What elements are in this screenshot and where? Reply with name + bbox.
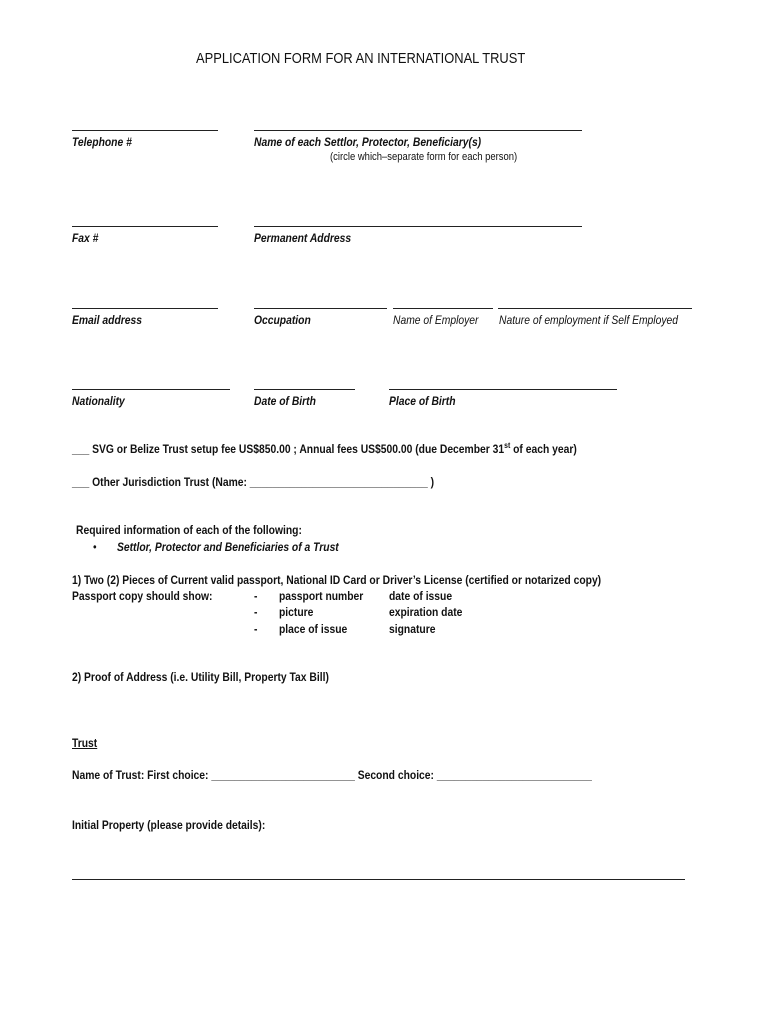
employer-line[interactable] [393, 308, 493, 309]
nationality-label: Nationality [72, 394, 125, 408]
dash-2: - [254, 605, 258, 619]
nature-label: Nature of employment if Self Employed [499, 313, 678, 327]
employer-label: Name of Employer [393, 313, 479, 327]
dob-label: Date of Birth [254, 394, 316, 408]
initial-property-line[interactable] [72, 879, 685, 880]
trust-heading: Trust [72, 736, 98, 750]
other-text: Other Jurisdiction Trust (Name: _______________________________ ) [92, 475, 435, 489]
picture: picture [279, 605, 314, 619]
names-note: (circle which–separate form for each person) [330, 151, 518, 163]
item-2: 2) Proof of Address (i.e. Utility Bill, Property Tax Bill) [72, 670, 329, 684]
address-line[interactable] [254, 226, 582, 227]
other-jurisdiction-option[interactable] [72, 475, 434, 489]
dash-1: - [254, 589, 258, 603]
address-label: Permanent Address [254, 231, 352, 245]
occupation-line[interactable] [254, 308, 387, 309]
signature: signature [389, 622, 436, 636]
passport-label: Passport copy should show: [72, 589, 213, 603]
nationality-line[interactable] [72, 389, 230, 390]
email-label: Email address [72, 313, 142, 327]
telephone-line[interactable] [72, 130, 218, 131]
dob-line[interactable] [254, 389, 355, 390]
fax-label: Fax # [72, 231, 99, 245]
svg-tail: of each year) [510, 442, 577, 456]
telephone-label: Telephone # [72, 135, 132, 149]
names-line[interactable] [254, 130, 582, 131]
bullet-text: Settlor, Protector and Beneficiaries of a Trust [117, 540, 339, 554]
date-of-issue: date of issue [389, 589, 453, 603]
bullet: • [93, 540, 97, 554]
dash-3: - [254, 622, 258, 636]
pob-line[interactable] [389, 389, 617, 390]
item-1: 1) Two (2) Pieces of Current valid passport, National ID Card or Driver’s License (certified or notarized copy) [72, 573, 602, 587]
nature-line[interactable] [498, 308, 692, 309]
other-blank[interactable]: ___ [72, 475, 90, 489]
passport-number: passport number [279, 589, 364, 603]
occupation-label: Occupation [254, 313, 311, 327]
expiration-date: expiration date [389, 605, 463, 619]
pob-label: Place of Birth [389, 394, 456, 408]
svg-sup: st [504, 441, 511, 450]
email-line[interactable] [72, 308, 218, 309]
initial-property-label: Initial Property (please provide details): [72, 818, 266, 832]
svg-belize-option[interactable] [72, 442, 577, 456]
fax-line[interactable] [72, 226, 218, 227]
names-label: Name of each Settlor, Protector, Beneficiary(s) [254, 135, 482, 149]
place-of-issue: place of issue [279, 622, 348, 636]
svg-blank[interactable]: ___ [72, 442, 90, 456]
trust-name-line[interactable]: Name of Trust: First choice: _________________________ Second choice: ___________________________ [72, 768, 592, 782]
page-title: APPLICATION FORM FOR AN INTERNATIONAL TRUST [196, 50, 526, 67]
required-heading: Required information of each of the following: [76, 523, 302, 537]
svg-text: SVG or Belize Trust setup fee US$850.00 ; Annual fees US$500.00 (due December 31 [92, 442, 505, 456]
